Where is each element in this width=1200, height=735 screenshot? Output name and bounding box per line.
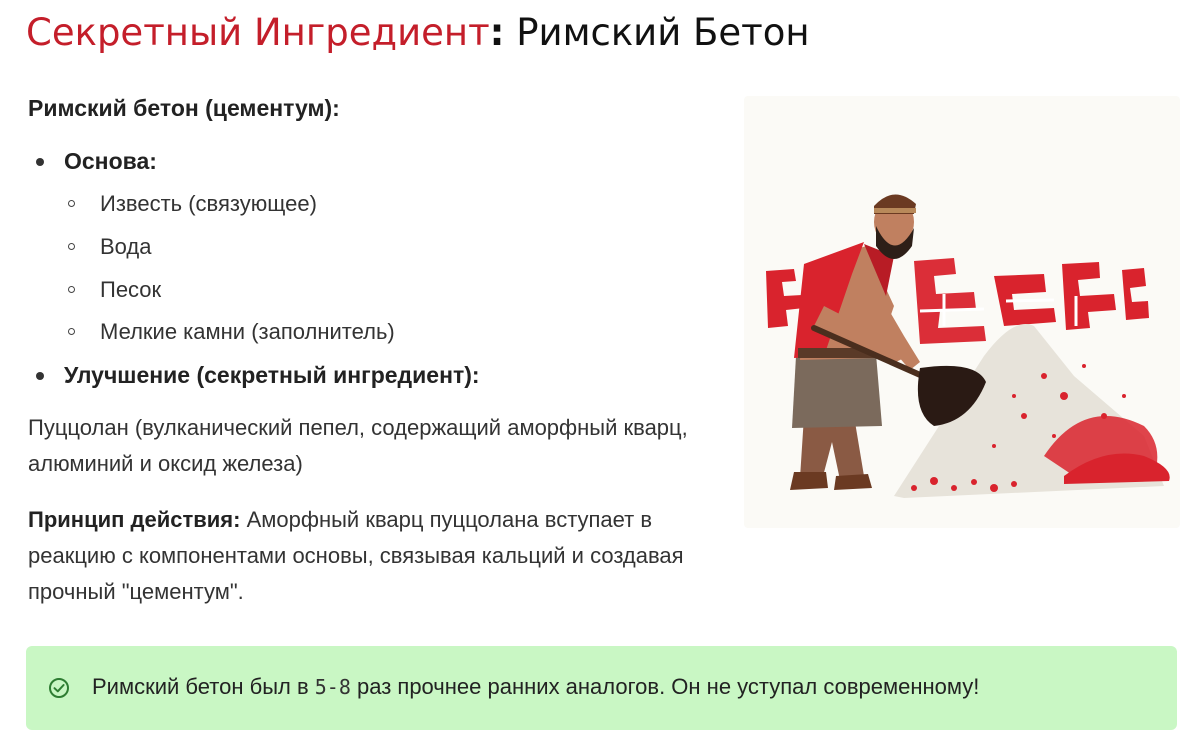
callout-number: 5-8 [314, 675, 351, 699]
list-item-base [64, 145, 157, 177]
title-separator: : [489, 11, 505, 54]
page-title [26, 8, 810, 58]
bullet-icon [36, 158, 44, 166]
pozzolan-paragraph: Пуццолан (вулканический пепел, содержащий аморфный кварц, алюминий и оксид железа) [28, 415, 688, 476]
principle-paragraph [28, 502, 708, 610]
check-circle-icon [48, 677, 70, 699]
circle-bullet-icon [68, 243, 75, 250]
roman-worker-shoveling-illustration-icon [744, 96, 1180, 528]
bullet-icon [36, 372, 44, 380]
roman-worker-illustration [744, 96, 1180, 528]
sub-list-item-label: Мелкие камни (заполнитель) [100, 319, 395, 344]
base-label: Основа: [64, 148, 157, 174]
circle-bullet-icon [68, 200, 75, 207]
callout-text-before: Римский бетон был в [92, 674, 315, 699]
title-rest: Римский Бетон [504, 11, 810, 54]
list-item-improvement [64, 359, 480, 391]
section-heading: Римский бетон (цементум): [28, 95, 340, 121]
success-callout [26, 646, 1177, 730]
improvement-label: Улучшение (секретный ингредиент): [64, 362, 480, 388]
sub-list-item [100, 188, 317, 220]
sub-list-item [100, 231, 152, 263]
principle-text: Аморфный кварц пуццолана вступает в реакцию с компонентами основы, связывая кальций и создавая прочный "цементум". [28, 507, 684, 604]
callout-text [92, 671, 979, 703]
sub-list-item-label: Песок [100, 277, 162, 302]
sub-list-item [100, 274, 161, 306]
sub-list-item-label: Известь (связующее) [100, 191, 317, 216]
sub-list-item-label: Вода [100, 234, 152, 259]
title-accent: Секретный Ингредиент [26, 11, 490, 54]
principle-label: Принцип действия: [28, 507, 241, 532]
callout-text-after: раз прочнее ранних аналогов. Он не уступал современному! [350, 674, 980, 699]
sub-list-item [100, 316, 395, 348]
circle-bullet-icon [68, 328, 75, 335]
circle-bullet-icon [68, 286, 75, 293]
